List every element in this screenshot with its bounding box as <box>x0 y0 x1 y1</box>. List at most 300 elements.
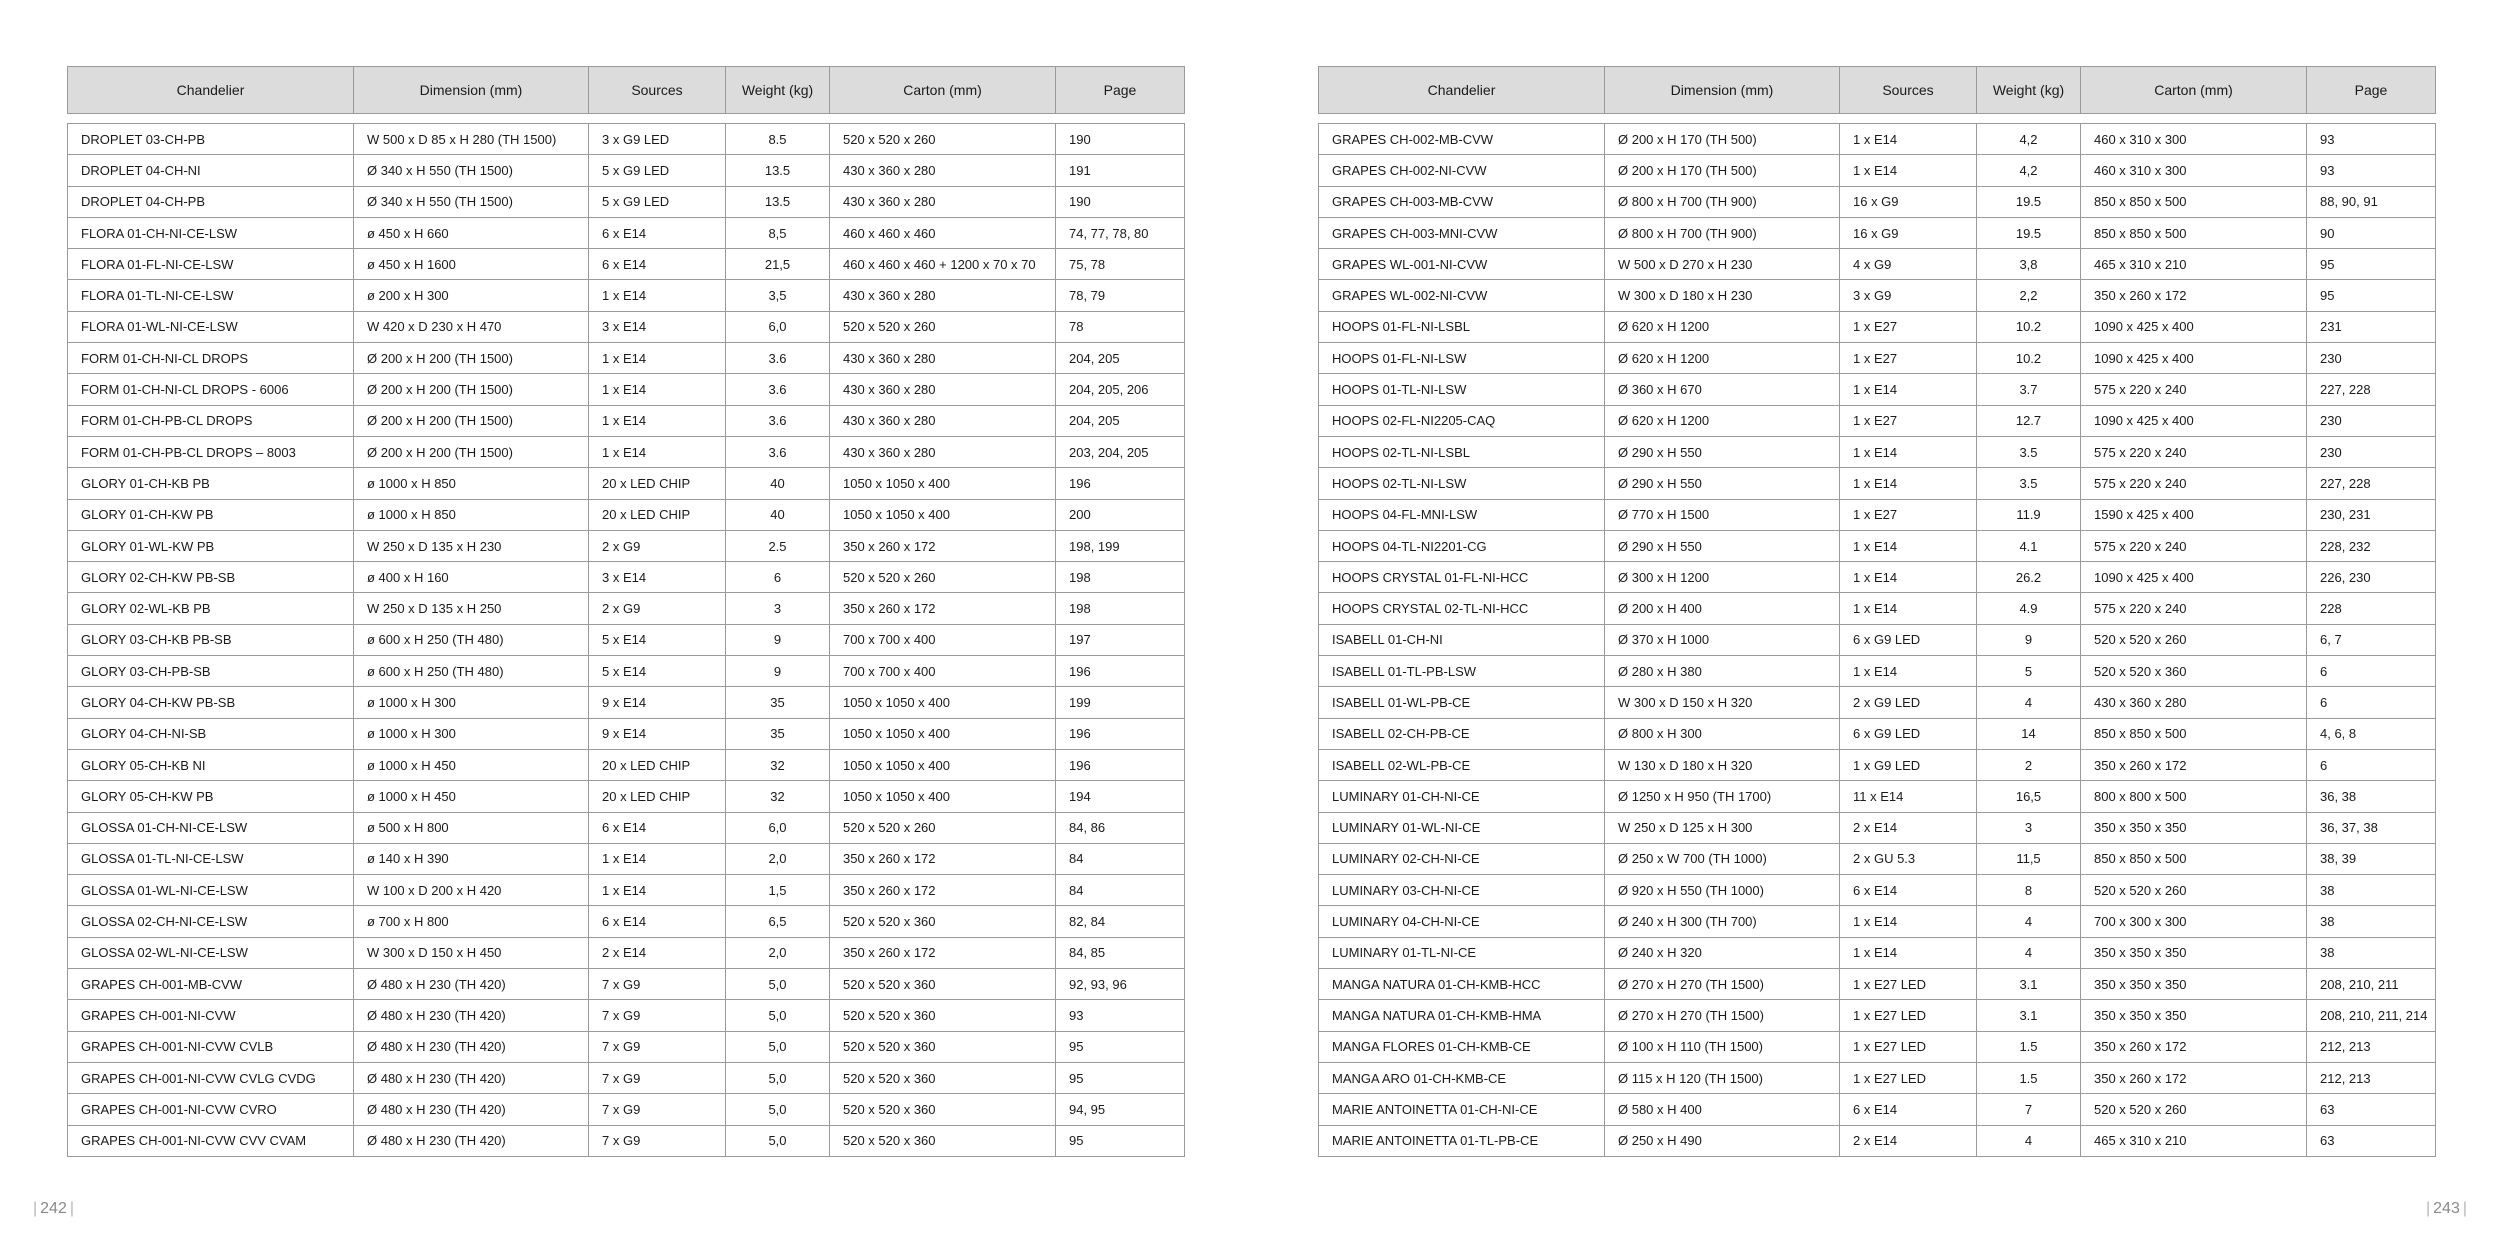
cell-dimension: ø 400 x H 160 <box>354 562 589 593</box>
cell-page: 208, 210, 211 <box>2307 969 2436 1000</box>
cell-page: 227, 228 <box>2307 468 2436 499</box>
cell-weight: 1.5 <box>1977 1031 2081 1062</box>
cell-carton: 350 x 350 x 350 <box>2081 937 2307 968</box>
cell-dimension: Ø 250 x W 700 (TH 1000) <box>1605 843 1840 874</box>
cell-weight: 3,5 <box>726 280 830 311</box>
cell-sources: 7 x G9 <box>589 1031 726 1062</box>
cell-chandelier: GLORY 01-CH-KB PB <box>68 468 354 499</box>
cell-chandelier: HOOPS CRYSTAL 02-TL-NI-HCC <box>1319 593 1605 624</box>
cell-dimension: Ø 290 x H 550 <box>1605 530 1840 561</box>
cell-dimension: Ø 200 x H 400 <box>1605 593 1840 624</box>
cell-page: 36, 38 <box>2307 781 2436 812</box>
cell-dimension: Ø 620 x H 1200 <box>1605 311 1840 342</box>
cell-page: 6 <box>2307 656 2436 687</box>
cell-weight: 16,5 <box>1977 781 2081 812</box>
cell-sources: 16 x G9 <box>1840 186 1977 217</box>
cell-carton: 520 x 520 x 360 <box>830 1031 1056 1062</box>
cell-weight: 3.5 <box>1977 436 2081 467</box>
cell-chandelier: GRAPES CH-001-NI-CVW CVLG CVDG <box>68 1062 354 1093</box>
cell-carton: 430 x 360 x 280 <box>830 280 1056 311</box>
cell-weight: 40 <box>726 468 830 499</box>
table-row <box>1319 405 2436 436</box>
cell-sources: 7 x G9 <box>589 1062 726 1093</box>
table-row <box>1319 656 2436 687</box>
cell-page: 84, 86 <box>1056 812 1185 843</box>
cell-page: 190 <box>1056 124 1185 155</box>
cell-sources: 1 x E27 LED <box>1840 1062 1977 1093</box>
cell-dimension: W 250 x D 135 x H 230 <box>354 530 589 561</box>
cell-dimension: Ø 480 x H 230 (TH 420) <box>354 1062 589 1093</box>
cell-dimension: ø 700 x H 800 <box>354 906 589 937</box>
cell-weight: 35 <box>726 687 830 718</box>
cell-dimension: Ø 800 x H 700 (TH 900) <box>1605 217 1840 248</box>
table-row <box>68 530 1185 561</box>
table-row <box>68 687 1185 718</box>
cell-chandelier: GLORY 05-CH-KB NI <box>68 749 354 780</box>
cell-weight: 21,5 <box>726 249 830 280</box>
table-row <box>1319 749 2436 780</box>
table-row <box>1319 1031 2436 1062</box>
cell-dimension: Ø 200 x H 200 (TH 1500) <box>354 436 589 467</box>
cell-dimension: Ø 480 x H 230 (TH 420) <box>354 1031 589 1062</box>
cell-carton: 465 x 310 x 210 <box>2081 249 2307 280</box>
cell-page: 212, 213 <box>2307 1031 2436 1062</box>
cell-chandelier: MANGA ARO 01-CH-KMB-CE <box>1319 1062 1605 1093</box>
cell-chandelier: GRAPES CH-002-NI-CVW <box>1319 155 1605 186</box>
cell-page: 82, 84 <box>1056 906 1185 937</box>
cell-chandelier: HOOPS 01-FL-NI-LSW <box>1319 343 1605 374</box>
cell-sources: 1 x E27 <box>1840 405 1977 436</box>
cell-page: 94, 95 <box>1056 1094 1185 1125</box>
table-row <box>68 499 1185 530</box>
cell-weight: 9 <box>726 656 830 687</box>
cell-chandelier: GLOSSA 02-WL-NI-CE-LSW <box>68 937 354 968</box>
page-number-text: 243 <box>2433 1200 2460 1217</box>
table-row <box>1319 436 2436 467</box>
cell-page: 191 <box>1056 155 1185 186</box>
cell-carton: 1050 x 1050 x 400 <box>830 499 1056 530</box>
left-spec-table <box>67 66 1185 1157</box>
table-header-row <box>1319 67 2436 114</box>
cell-sources: 7 x G9 <box>589 1125 726 1156</box>
cell-carton: 800 x 800 x 500 <box>2081 781 2307 812</box>
cell-dimension: Ø 340 x H 550 (TH 1500) <box>354 155 589 186</box>
cell-dimension: Ø 115 x H 120 (TH 1500) <box>1605 1062 1840 1093</box>
cell-sources: 20 x LED CHIP <box>589 468 726 499</box>
cell-carton: 350 x 260 x 172 <box>830 593 1056 624</box>
cell-weight: 32 <box>726 749 830 780</box>
cell-chandelier: GRAPES CH-002-MB-CVW <box>1319 124 1605 155</box>
cell-dimension: Ø 800 x H 700 (TH 900) <box>1605 186 1840 217</box>
cell-chandelier: FORM 01-CH-PB-CL DROPS – 8003 <box>68 436 354 467</box>
cell-sources: 6 x E14 <box>1840 1094 1977 1125</box>
table-row <box>1319 249 2436 280</box>
cell-chandelier: GRAPES CH-001-NI-CVW CVRO <box>68 1094 354 1125</box>
cell-chandelier: GLORY 02-WL-KB PB <box>68 593 354 624</box>
cell-page: 63 <box>2307 1125 2436 1156</box>
cell-weight: 13.5 <box>726 155 830 186</box>
cell-dimension: Ø 480 x H 230 (TH 420) <box>354 1000 589 1031</box>
cell-carton: 430 x 360 x 280 <box>830 436 1056 467</box>
cell-sources: 7 x G9 <box>589 1000 726 1031</box>
table-row <box>1319 468 2436 499</box>
page-number-right: | 243 | <box>2425 1200 2467 1217</box>
cell-dimension: ø 200 x H 300 <box>354 280 589 311</box>
cell-chandelier: GRAPES WL-001-NI-CVW <box>1319 249 1605 280</box>
cell-chandelier: HOOPS 01-TL-NI-LSW <box>1319 374 1605 405</box>
cell-chandelier: ISABELL 02-CH-PB-CE <box>1319 718 1605 749</box>
table-row <box>68 186 1185 217</box>
cell-page: 204, 205 <box>1056 405 1185 436</box>
cell-weight: 5,0 <box>726 1031 830 1062</box>
cell-carton: 520 x 520 x 260 <box>2081 875 2307 906</box>
cell-dimension: Ø 200 x H 200 (TH 1500) <box>354 374 589 405</box>
table-row <box>68 562 1185 593</box>
cell-dimension: Ø 480 x H 230 (TH 420) <box>354 969 589 1000</box>
cell-carton: 1050 x 1050 x 400 <box>830 749 1056 780</box>
table-row <box>1319 781 2436 812</box>
cell-chandelier: MANGA NATURA 01-CH-KMB-HMA <box>1319 1000 1605 1031</box>
cell-chandelier: GLORY 03-CH-KB PB-SB <box>68 624 354 655</box>
cell-carton: 1050 x 1050 x 400 <box>830 781 1056 812</box>
cell-weight: 26.2 <box>1977 562 2081 593</box>
table-row <box>68 436 1185 467</box>
cell-dimension: ø 1000 x H 850 <box>354 499 589 530</box>
cell-chandelier: GRAPES WL-002-NI-CVW <box>1319 280 1605 311</box>
cell-carton: 430 x 360 x 280 <box>830 186 1056 217</box>
cell-weight: 2,2 <box>1977 280 2081 311</box>
cell-carton: 520 x 520 x 360 <box>2081 656 2307 687</box>
table-row <box>1319 1062 2436 1093</box>
cell-carton: 575 x 220 x 240 <box>2081 593 2307 624</box>
cell-carton: 430 x 360 x 280 <box>2081 687 2307 718</box>
table-row <box>1319 280 2436 311</box>
table-row <box>68 374 1185 405</box>
cell-chandelier: MANGA FLORES 01-CH-KMB-CE <box>1319 1031 1605 1062</box>
cell-carton: 700 x 700 x 400 <box>830 624 1056 655</box>
header-spacer <box>1319 114 2436 124</box>
cell-weight: 6 <box>726 562 830 593</box>
cell-chandelier: FLORA 01-FL-NI-CE-LSW <box>68 249 354 280</box>
table-row <box>68 812 1185 843</box>
cell-page: 95 <box>1056 1062 1185 1093</box>
cell-dimension: Ø 770 x H 1500 <box>1605 499 1840 530</box>
cell-carton: 1050 x 1050 x 400 <box>830 687 1056 718</box>
cell-sources: 5 x G9 LED <box>589 186 726 217</box>
cell-dimension: Ø 620 x H 1200 <box>1605 343 1840 374</box>
col-header-chandelier: Chandelier <box>68 67 354 114</box>
cell-carton: 1590 x 425 x 400 <box>2081 499 2307 530</box>
cell-weight: 3.5 <box>1977 468 2081 499</box>
cell-weight: 1.5 <box>1977 1062 2081 1093</box>
cell-dimension: W 250 x D 135 x H 250 <box>354 593 589 624</box>
table-row <box>1319 1094 2436 1125</box>
cell-chandelier: GLOSSA 02-CH-NI-CE-LSW <box>68 906 354 937</box>
cell-chandelier: DROPLET 04-CH-NI <box>68 155 354 186</box>
cell-chandelier: HOOPS 04-FL-MNI-LSW <box>1319 499 1605 530</box>
cell-sources: 5 x G9 LED <box>589 155 726 186</box>
cell-sources: 1 x E27 LED <box>1840 1000 1977 1031</box>
cell-dimension: W 100 x D 200 x H 420 <box>354 875 589 906</box>
cell-weight: 5,0 <box>726 1125 830 1156</box>
cell-chandelier: ISABELL 01-CH-NI <box>1319 624 1605 655</box>
table-row <box>68 1062 1185 1093</box>
cell-chandelier: GLOSSA 01-WL-NI-CE-LSW <box>68 875 354 906</box>
cell-sources: 2 x G9 <box>589 593 726 624</box>
cell-weight: 2,0 <box>726 937 830 968</box>
cell-dimension: ø 140 x H 390 <box>354 843 589 874</box>
cell-page: 198 <box>1056 562 1185 593</box>
table-row <box>1319 562 2436 593</box>
cell-sources: 1 x E14 <box>1840 530 1977 561</box>
table-row <box>68 468 1185 499</box>
cell-sources: 2 x G9 <box>589 530 726 561</box>
cell-dimension: W 500 x D 270 x H 230 <box>1605 249 1840 280</box>
cell-dimension: Ø 240 x H 320 <box>1605 937 1840 968</box>
cell-sources: 16 x G9 <box>1840 217 1977 248</box>
cell-sources: 1 x E14 <box>589 405 726 436</box>
cell-sources: 1 x E14 <box>1840 906 1977 937</box>
cell-weight: 3.1 <box>1977 1000 2081 1031</box>
cell-carton: 850 x 850 x 500 <box>2081 718 2307 749</box>
cell-page: 90 <box>2307 217 2436 248</box>
table-row <box>1319 1000 2436 1031</box>
cell-page: 36, 37, 38 <box>2307 812 2436 843</box>
cell-chandelier: DROPLET 03-CH-PB <box>68 124 354 155</box>
cell-page: 230 <box>2307 343 2436 374</box>
cell-weight: 3.6 <box>726 436 830 467</box>
cell-page: 196 <box>1056 468 1185 499</box>
cell-weight: 11,5 <box>1977 843 2081 874</box>
cell-page: 227, 228 <box>2307 374 2436 405</box>
cell-weight: 13.5 <box>726 186 830 217</box>
table-row <box>68 969 1185 1000</box>
cell-chandelier: HOOPS CRYSTAL 01-FL-NI-HCC <box>1319 562 1605 593</box>
cell-weight: 5,0 <box>726 1094 830 1125</box>
table-row <box>1319 875 2436 906</box>
table-row <box>68 593 1185 624</box>
cell-chandelier: HOOPS 02-FL-NI2205-CAQ <box>1319 405 1605 436</box>
cell-weight: 3,8 <box>1977 249 2081 280</box>
cell-chandelier: LUMINARY 03-CH-NI-CE <box>1319 875 1605 906</box>
cell-carton: 1090 x 425 x 400 <box>2081 405 2307 436</box>
cell-dimension: ø 500 x H 800 <box>354 812 589 843</box>
cell-carton: 460 x 460 x 460 + 1200 x 70 x 70 <box>830 249 1056 280</box>
cell-chandelier: MANGA NATURA 01-CH-KMB-HCC <box>1319 969 1605 1000</box>
table-row <box>68 249 1185 280</box>
table-header-row <box>68 67 1185 114</box>
cell-weight: 4 <box>1977 1125 2081 1156</box>
table-row <box>1319 593 2436 624</box>
cell-dimension: Ø 370 x H 1000 <box>1605 624 1840 655</box>
cell-chandelier: GRAPES CH-001-NI-CVW <box>68 1000 354 1031</box>
cell-dimension: Ø 100 x H 110 (TH 1500) <box>1605 1031 1840 1062</box>
cell-weight: 6,5 <box>726 906 830 937</box>
cell-chandelier: FLORA 01-CH-NI-CE-LSW <box>68 217 354 248</box>
cell-page: 200 <box>1056 499 1185 530</box>
cell-carton: 850 x 850 x 500 <box>2081 186 2307 217</box>
cell-sources: 11 x E14 <box>1840 781 1977 812</box>
table-row <box>1319 937 2436 968</box>
col-header-weight: Weight (kg) <box>726 67 830 114</box>
table-row <box>1319 311 2436 342</box>
cell-dimension: Ø 270 x H 270 (TH 1500) <box>1605 969 1840 1000</box>
cell-page: 75, 78 <box>1056 249 1185 280</box>
cell-chandelier: GLORY 01-CH-KW PB <box>68 499 354 530</box>
cell-dimension: Ø 270 x H 270 (TH 1500) <box>1605 1000 1840 1031</box>
cell-dimension: Ø 250 x H 490 <box>1605 1125 1840 1156</box>
cell-carton: 460 x 460 x 460 <box>830 217 1056 248</box>
cell-dimension: ø 1000 x H 450 <box>354 781 589 812</box>
cell-sources: 2 x G9 LED <box>1840 687 1977 718</box>
table-row <box>68 311 1185 342</box>
cell-carton: 520 x 520 x 260 <box>2081 624 2307 655</box>
cell-dimension: W 300 x D 180 x H 230 <box>1605 280 1840 311</box>
cell-sources: 1 x E27 <box>1840 343 1977 374</box>
cell-page: 230 <box>2307 405 2436 436</box>
cell-sources: 1 x E14 <box>589 875 726 906</box>
col-header-weight: Weight (kg) <box>1977 67 2081 114</box>
cell-chandelier: FORM 01-CH-NI-CL DROPS <box>68 343 354 374</box>
cell-sources: 1 x E14 <box>1840 562 1977 593</box>
cell-carton: 350 x 260 x 172 <box>830 937 1056 968</box>
cell-carton: 520 x 520 x 260 <box>2081 1094 2307 1125</box>
cell-page: 203, 204, 205 <box>1056 436 1185 467</box>
cell-weight: 9 <box>726 624 830 655</box>
cell-sources: 1 x E14 <box>1840 436 1977 467</box>
cell-sources: 3 x G9 LED <box>589 124 726 155</box>
table-row <box>68 1000 1185 1031</box>
cell-sources: 6 x G9 LED <box>1840 624 1977 655</box>
table-row <box>68 405 1185 436</box>
table-row <box>68 155 1185 186</box>
cell-carton: 520 x 520 x 260 <box>830 562 1056 593</box>
cell-weight: 2 <box>1977 749 2081 780</box>
cell-sources: 6 x E14 <box>589 906 726 937</box>
cell-dimension: ø 600 x H 250 (TH 480) <box>354 624 589 655</box>
table-row <box>68 1125 1185 1156</box>
cell-weight: 19.5 <box>1977 186 2081 217</box>
cell-carton: 430 x 360 x 280 <box>830 374 1056 405</box>
cell-weight: 4 <box>1977 937 2081 968</box>
cell-carton: 700 x 300 x 300 <box>2081 906 2307 937</box>
cell-sources: 20 x LED CHIP <box>589 781 726 812</box>
col-header-page: Page <box>1056 67 1185 114</box>
cell-weight: 40 <box>726 499 830 530</box>
cell-chandelier: HOOPS 02-TL-NI-LSW <box>1319 468 1605 499</box>
cell-sources: 1 x G9 LED <box>1840 749 1977 780</box>
cell-dimension: ø 450 x H 1600 <box>354 249 589 280</box>
cell-carton: 520 x 520 x 360 <box>830 1125 1056 1156</box>
cell-sources: 2 x GU 5.3 <box>1840 843 1977 874</box>
table-row <box>1319 530 2436 561</box>
header-spacer <box>68 114 1185 124</box>
cell-chandelier: LUMINARY 04-CH-NI-CE <box>1319 906 1605 937</box>
cell-chandelier: FLORA 01-TL-NI-CE-LSW <box>68 280 354 311</box>
cell-carton: 520 x 520 x 260 <box>830 124 1056 155</box>
table-row <box>1319 124 2436 155</box>
cell-carton: 520 x 520 x 360 <box>830 906 1056 937</box>
cell-carton: 465 x 310 x 210 <box>2081 1125 2307 1156</box>
cell-page: 84, 85 <box>1056 937 1185 968</box>
cell-carton: 575 x 220 x 240 <box>2081 436 2307 467</box>
table-row <box>68 906 1185 937</box>
cell-weight: 3.1 <box>1977 969 2081 1000</box>
cell-sources: 3 x E14 <box>589 562 726 593</box>
col-header-dimension: Dimension (mm) <box>354 67 589 114</box>
cell-sources: 1 x E14 <box>589 280 726 311</box>
cell-sources: 3 x E14 <box>589 311 726 342</box>
table-row <box>1319 687 2436 718</box>
cell-dimension: ø 600 x H 250 (TH 480) <box>354 656 589 687</box>
cell-page: 204, 205, 206 <box>1056 374 1185 405</box>
cell-page: 230, 231 <box>2307 499 2436 530</box>
table-row <box>1319 969 2436 1000</box>
cell-dimension: Ø 290 x H 550 <box>1605 468 1840 499</box>
cell-chandelier: DROPLET 04-CH-PB <box>68 186 354 217</box>
cell-weight: 19.5 <box>1977 217 2081 248</box>
table-row <box>1319 843 2436 874</box>
table-row <box>68 718 1185 749</box>
cell-sources: 3 x G9 <box>1840 280 1977 311</box>
cell-weight: 10.2 <box>1977 311 2081 342</box>
cell-weight: 3 <box>726 593 830 624</box>
cell-sources: 1 x E14 <box>1840 468 1977 499</box>
cell-weight: 6,0 <box>726 812 830 843</box>
table-row <box>1319 1125 2436 1156</box>
cell-chandelier: GLORY 05-CH-KW PB <box>68 781 354 812</box>
table-row <box>1319 217 2436 248</box>
cell-weight: 8 <box>1977 875 2081 906</box>
cell-page: 228 <box>2307 593 2436 624</box>
cell-dimension: Ø 340 x H 550 (TH 1500) <box>354 186 589 217</box>
cell-chandelier: GRAPES CH-001-MB-CVW <box>68 969 354 1000</box>
cell-page: 226, 230 <box>2307 562 2436 593</box>
cell-dimension: Ø 480 x H 230 (TH 420) <box>354 1125 589 1156</box>
cell-chandelier: LUMINARY 01-WL-NI-CE <box>1319 812 1605 843</box>
table-row <box>68 343 1185 374</box>
cell-carton: 1090 x 425 x 400 <box>2081 562 2307 593</box>
cell-chandelier: GLORY 04-CH-NI-SB <box>68 718 354 749</box>
cell-page: 84 <box>1056 875 1185 906</box>
cell-dimension: W 250 x D 125 x H 300 <box>1605 812 1840 843</box>
cell-weight: 4.1 <box>1977 530 2081 561</box>
cell-page: 199 <box>1056 687 1185 718</box>
cell-chandelier: GLOSSA 01-TL-NI-CE-LSW <box>68 843 354 874</box>
cell-carton: 350 x 260 x 172 <box>830 530 1056 561</box>
cell-sources: 1 x E14 <box>589 343 726 374</box>
cell-carton: 520 x 520 x 360 <box>830 1000 1056 1031</box>
cell-weight: 8,5 <box>726 217 830 248</box>
cell-chandelier: LUMINARY 01-CH-NI-CE <box>1319 781 1605 812</box>
table-row <box>1319 343 2436 374</box>
cell-carton: 1090 x 425 x 400 <box>2081 311 2307 342</box>
cell-weight: 3.7 <box>1977 374 2081 405</box>
table-row <box>1319 718 2436 749</box>
cell-chandelier: GLOSSA 01-CH-NI-CE-LSW <box>68 812 354 843</box>
cell-dimension: Ø 200 x H 200 (TH 1500) <box>354 343 589 374</box>
cell-page: 198 <box>1056 593 1185 624</box>
cell-sources: 5 x E14 <box>589 624 726 655</box>
cell-weight: 4,2 <box>1977 155 2081 186</box>
col-header-carton: Carton (mm) <box>830 67 1056 114</box>
cell-weight: 4 <box>1977 687 2081 718</box>
cell-dimension: Ø 1250 x H 950 (TH 1700) <box>1605 781 1840 812</box>
cell-dimension: ø 450 x H 660 <box>354 217 589 248</box>
cell-dimension: Ø 480 x H 230 (TH 420) <box>354 1094 589 1125</box>
cell-sources: 2 x E14 <box>1840 1125 1977 1156</box>
cell-chandelier: GRAPES CH-001-NI-CVW CVLB <box>68 1031 354 1062</box>
